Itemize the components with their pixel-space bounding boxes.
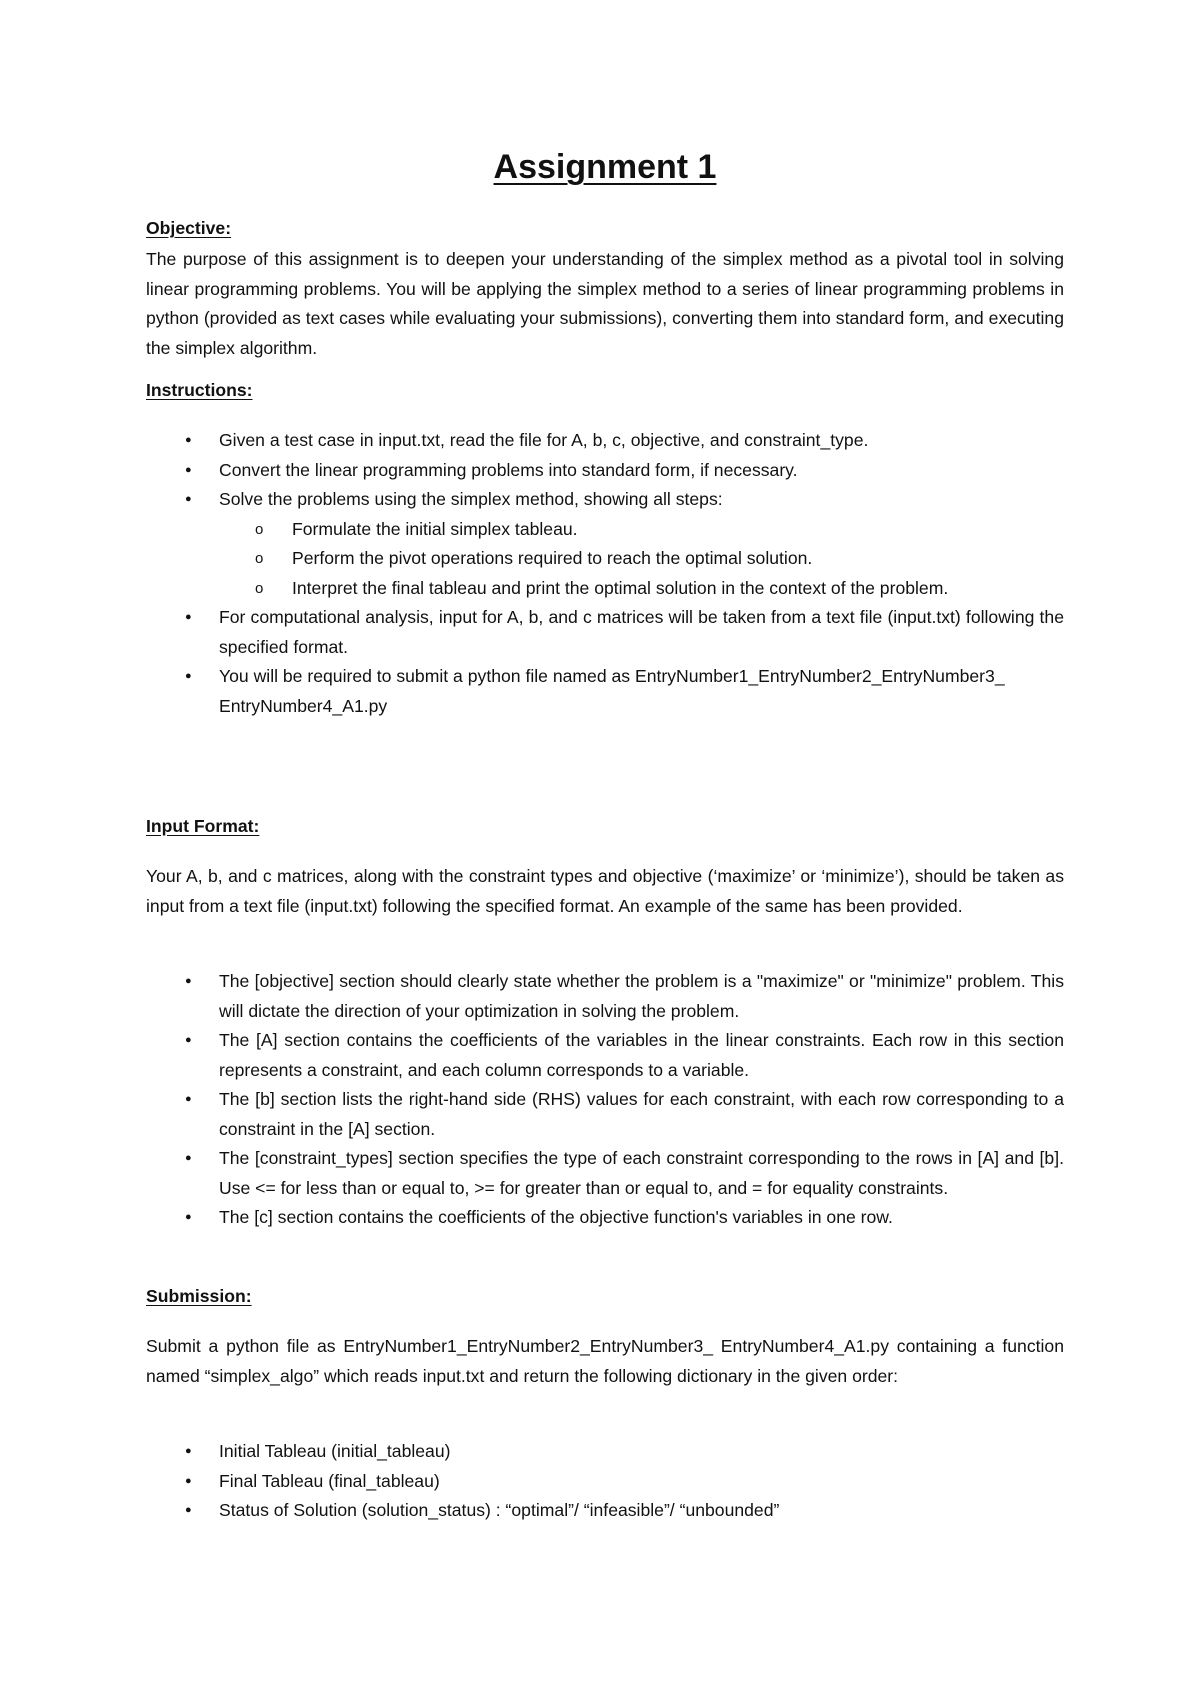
- submission-item-text: Initial Tableau (initial_tableau): [219, 1441, 451, 1461]
- list-item: [146, 1496, 1064, 1526]
- list-item: [146, 603, 1064, 662]
- list-item: [146, 426, 1064, 456]
- list-item: [146, 1437, 1064, 1467]
- objective-heading: Objective:: [146, 218, 232, 238]
- list-item: [146, 1467, 1064, 1497]
- sub-instruction-text: Perform the pivot operations required to reach the optimal solution.: [292, 548, 813, 568]
- instruction-text: For computational analysis, input for A, b, and c matrices will be taken from a text file (input.txt) following the specified format.: [219, 607, 1064, 657]
- input-format-item-text: The [b] section lists the right-hand side (RHS) values for each constraint, with each row corresponding to a constraint in the [A] section.: [219, 1089, 1064, 1139]
- sub-list-item: [219, 515, 1064, 545]
- input-format-heading: Input Format:: [146, 816, 260, 836]
- sub-list-item: [219, 544, 1064, 574]
- input-format-item-text: The [A] section contains the coefficients of the variables in the linear constraints. Each row in this section represents a constraint, and each column corresponds to a variable.: [219, 1030, 1064, 1080]
- instructions-list: [146, 426, 1064, 721]
- input-format-list: [146, 967, 1064, 1233]
- sub-list-item: [219, 574, 1064, 604]
- submission-item-text: Final Tableau (final_tableau): [219, 1470, 440, 1491]
- submission-heading: Submission:: [146, 1286, 252, 1306]
- input-format-paragraph: Your A, b, and c matrices, along with the constraint types and objective (‘maximize’ or ‘minimize’), should be taken as input from a text file (input.txt) following the specified format. An example of the same has been provided.: [146, 866, 1064, 916]
- instruction-text: Solve the problems using the simplex method, showing all steps:: [219, 489, 723, 509]
- instruction-sublist: [219, 515, 1064, 604]
- sub-instruction-text: Interpret the final tableau and print the optimal solution in the context of the problem.: [292, 577, 949, 598]
- input-format-item-text: The [objective] section should clearly state whether the problem is a "maximize" or "minimize" problem. This will dictate the direction of your optimization in solving the problem.: [219, 971, 1064, 1021]
- objective-paragraph: The purpose of this assignment is to deepen your understanding of the simplex method as a pivotal tool in solving linear programming problems. You will be applying the simplex method to a series of linear programming problems in python (provided as text cases while evaluating your submissions), converting them into standard form, and executing the simplex algorithm.: [146, 249, 1064, 358]
- list-item: [146, 456, 1064, 486]
- submission-list: [146, 1437, 1064, 1526]
- instruction-text: Given a test case in input.txt, read the file for A, b, c, objective, and constraint_type.: [219, 430, 869, 450]
- list-item: [146, 662, 1064, 721]
- input-format-item-text: The [c] section contains the coefficients of the objective function's variables in one row.: [219, 1207, 893, 1227]
- list-item: [146, 1144, 1064, 1203]
- list-item: [146, 1203, 1064, 1233]
- document-title: Assignment 1: [493, 148, 717, 186]
- list-item: [146, 1085, 1064, 1144]
- instruction-text: Convert the linear programming problems into standard form, if necessary.: [219, 459, 798, 480]
- instruction-text: You will be required to submit a python file named as EntryNumber1_EntryNumber2_EntryNumber3_ EntryNumber4_A1.py: [219, 666, 1005, 716]
- list-item: [146, 967, 1064, 1026]
- input-format-item-text: The [constraint_types] section specifies the type of each constraint corresponding to the rows in [A] and [b]. Use <= for less than or equal to, >= for greater than or equal to, and = for equality constraints.: [219, 1148, 1064, 1198]
- list-item: [146, 485, 1064, 603]
- submission-item-text: Status of Solution (solution_status) : “optimal”/ “infeasible”/ “unbounded”: [219, 1500, 780, 1520]
- sub-instruction-text: Formulate the initial simplex tableau.: [292, 518, 578, 539]
- submission-paragraph: Submit a python file as EntryNumber1_EntryNumber2_EntryNumber3_ EntryNumber4_A1.py containing a function named “simplex_algo” which reads input.txt and return the following dictionary in the given order:: [146, 1336, 1064, 1386]
- list-item: [146, 1026, 1064, 1085]
- instructions-heading: Instructions:: [146, 380, 253, 400]
